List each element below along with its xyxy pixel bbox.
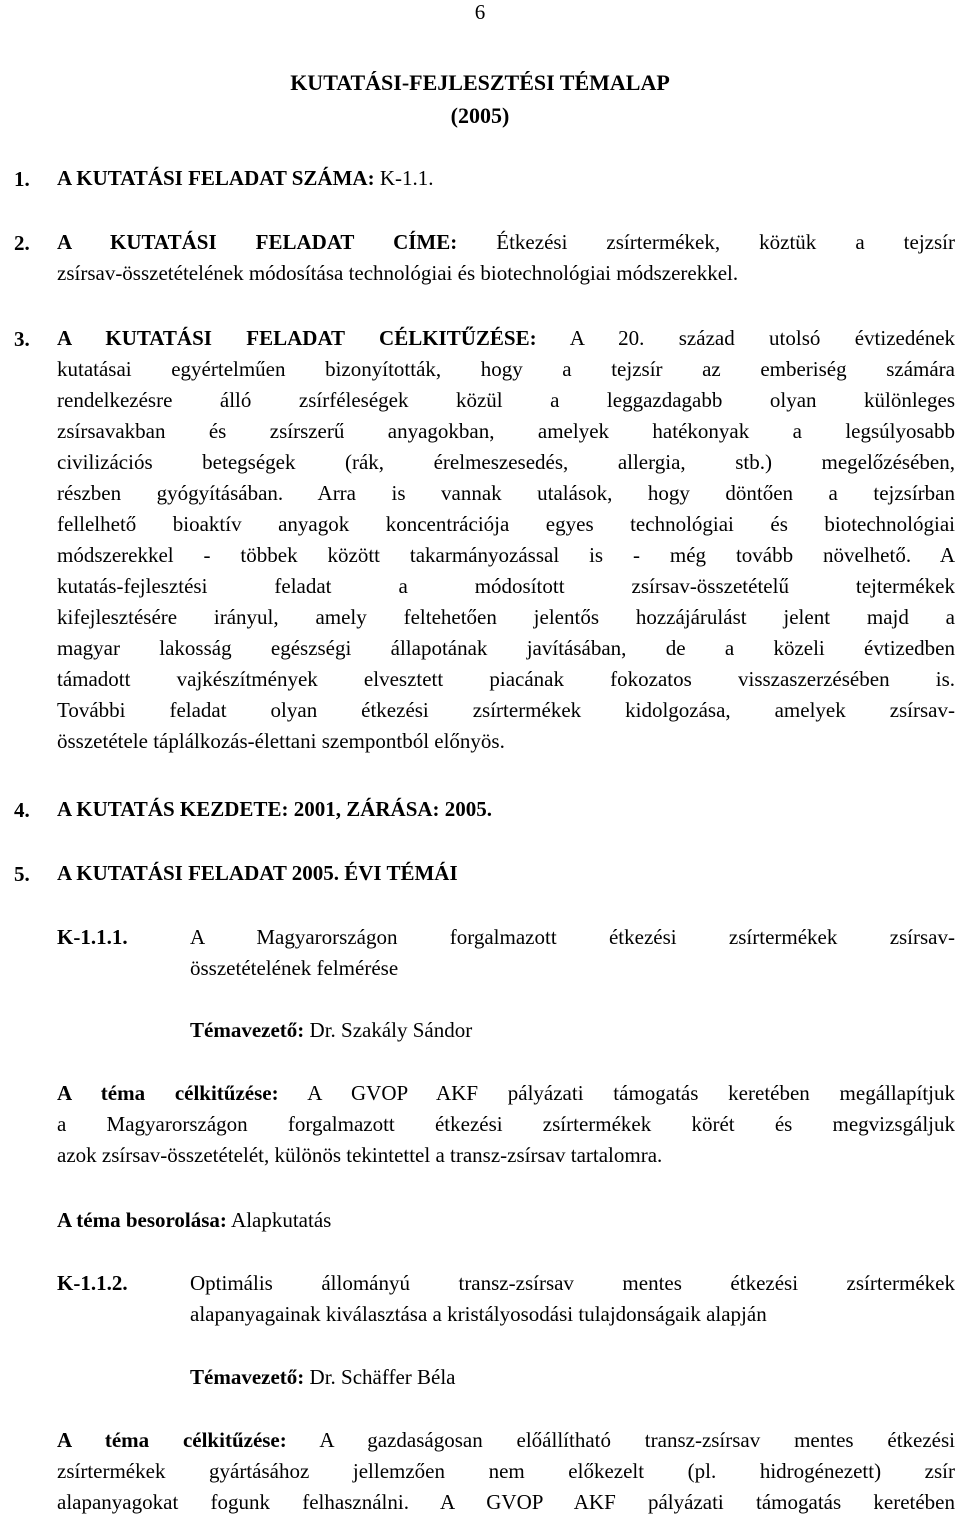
topic2-goal-label: A téma célkitűzése:: [57, 1428, 287, 1452]
item3-row-0: A KUTATÁSI FELADAT CÉLKITŰZÉSE: A 20. század utolsó évtizedének: [57, 326, 956, 350]
topic1-class-label: A téma besorolása:: [57, 1208, 227, 1232]
topic2-leader: [190, 1362, 456, 1393]
item3-row-3: zsírsavakban és zsírszerű anyagokban, amelyek hatékonyak a legsúlyosabb: [57, 419, 955, 443]
topic1-goal: [57, 1078, 955, 1171]
item3-row-5: részben gyógyításában. Arra is vannak utalások, hogy döntően a tejzsírban: [57, 481, 955, 505]
topic2-goal-row-0: A téma célkitűzése: A gazdaságosan előállítható transz-zsírsav mentes étkezési: [57, 1428, 956, 1452]
item4-number: 4.: [14, 798, 30, 822]
item2-title-part1: Étkezési zsírtermékek, köztük a tejzsír: [496, 230, 955, 254]
topic1-title-row-0: A Magyarországon forgalmazott étkezési zsírtermékek zsírsav-: [190, 925, 955, 949]
item5-number: 5.: [14, 862, 30, 886]
item1-number: 1.: [14, 167, 30, 191]
topic1-title-row-1: összetételének felmérése: [190, 956, 399, 980]
item2-line2: zsírsav-összetételének módosítása technológiai és biotechnológiai módszerekkel.: [57, 261, 739, 285]
document-year: (2005): [450, 103, 510, 128]
topic1-leader: [190, 1015, 472, 1046]
item1-label: A KUTATÁSI FELADAT SZÁMA:: [57, 166, 375, 190]
topic1-goal-label: A téma célkitűzése:: [57, 1081, 279, 1105]
topic1-goal-row-1: a Magyarországon forgalmazott étkezési zsírtermékek körét és megvizsgáljuk: [57, 1112, 955, 1136]
item3-row-8: kutatás-fejlesztési feladat a módosított zsírsav-összetételű tejtermékek: [57, 574, 955, 598]
item1-line: [57, 163, 434, 194]
item3-row-2: rendelkezésre álló zsírféleségek közül a leggazdagabb olyan különleges: [57, 388, 955, 412]
topic2-goal-row-1: zsírtermékek gyártásához jellemzően nem előkezelt (pl. hidrogénezett) zsír: [57, 1459, 955, 1483]
topic1-goal-row-2: azok zsírsav-összetételét, különös tekintettel a transz-zsírsav tartalomra.: [57, 1143, 663, 1167]
topic2-leader-label: Témavezető:: [190, 1365, 305, 1389]
item3-row-9: kifejlesztésére irányul, amely feltehetően jelentős hozzájárulást jelent majd a: [57, 605, 955, 629]
topic2-title: [190, 1268, 955, 1330]
item3-row-12: További feladat olyan étkezési zsírtermékek kidolgozása, amelyek zsírsav-: [57, 698, 955, 722]
item3-label: A KUTATÁSI FELADAT CÉLKITŰZÉSE:: [57, 326, 537, 350]
item3-row-4: civilizációs betegségek (rák, érelmeszesedés, allergia, stb.) megelőzésében,: [57, 450, 955, 474]
topic1-leader-name: Dr. Szakály Sándor: [309, 1018, 473, 1042]
item2-number: 2.: [14, 231, 30, 255]
item3-row-1: kutatásai egyértelműen bizonyították, hogy a tejzsír az emberiség számára: [57, 357, 955, 381]
topic2-leader-name: Dr. Schäffer Béla: [309, 1365, 456, 1389]
item3-number: 3.: [14, 327, 30, 351]
topic1-code: K-1.1.1.: [57, 925, 128, 949]
page-number: 6: [474, 0, 486, 24]
item3-row-11: támadott vajkészítmények elvesztett piacának fokozatos visszaszerzésében is.: [57, 667, 955, 691]
item2-line1: [57, 227, 955, 258]
item3-row-13: összetétele táplálkozás-élettani szempontból előnyös.: [57, 729, 505, 753]
topic1-leader-label: Témavezető:: [190, 1018, 305, 1042]
item2-label: A KUTATÁSI FELADAT CÍME:: [57, 230, 458, 254]
item5-text: A KUTATÁSI FELADAT 2005. ÉVI TÉMÁI: [57, 861, 458, 885]
topic1-title: [190, 922, 955, 984]
item1-value: K-1.1.: [379, 166, 434, 190]
item3-row-7: módszerekkel - többek között takarmányozással is - még tovább növelhető. A: [57, 543, 955, 567]
item4-text: A KUTATÁS KEZDETE: 2001, ZÁRÁSA: 2005.: [57, 797, 493, 821]
item3-row-6: fellelhető bioaktív anyagok koncentrációja egyes technológiai és biotechnológiai: [57, 512, 955, 536]
topic2-goal: [57, 1425, 955, 1518]
topic1-goal-row-0: A téma célkitűzése: A GVOP AKF pályázati támogatás keretében megállapítjuk: [57, 1081, 956, 1105]
topic1-class-value: Alapkutatás: [231, 1208, 332, 1232]
topic1-classification: [57, 1205, 331, 1236]
item3-row-10: magyar lakosság egészségi állapotának javításában, de a közeli évtizedben: [57, 636, 955, 660]
item3-paragraph: [57, 323, 955, 757]
topic2-goal-row-2: alapanyagokat fogunk felhasználni. A GVOP AKF pályázati támogatás keretében: [57, 1490, 955, 1514]
topic2-title-row-0: Optimális állományú transz-zsírsav mentes étkezési zsírtermékek: [190, 1271, 955, 1295]
topic2-title-row-1: alapanyagainak kiválasztása a kristályosodási tulajdonságaik alapján: [190, 1302, 767, 1326]
topic2-code: K-1.1.2.: [57, 1271, 128, 1295]
document-title: KUTATÁSI-FEJLESZTÉSI TÉMALAP: [290, 70, 670, 95]
